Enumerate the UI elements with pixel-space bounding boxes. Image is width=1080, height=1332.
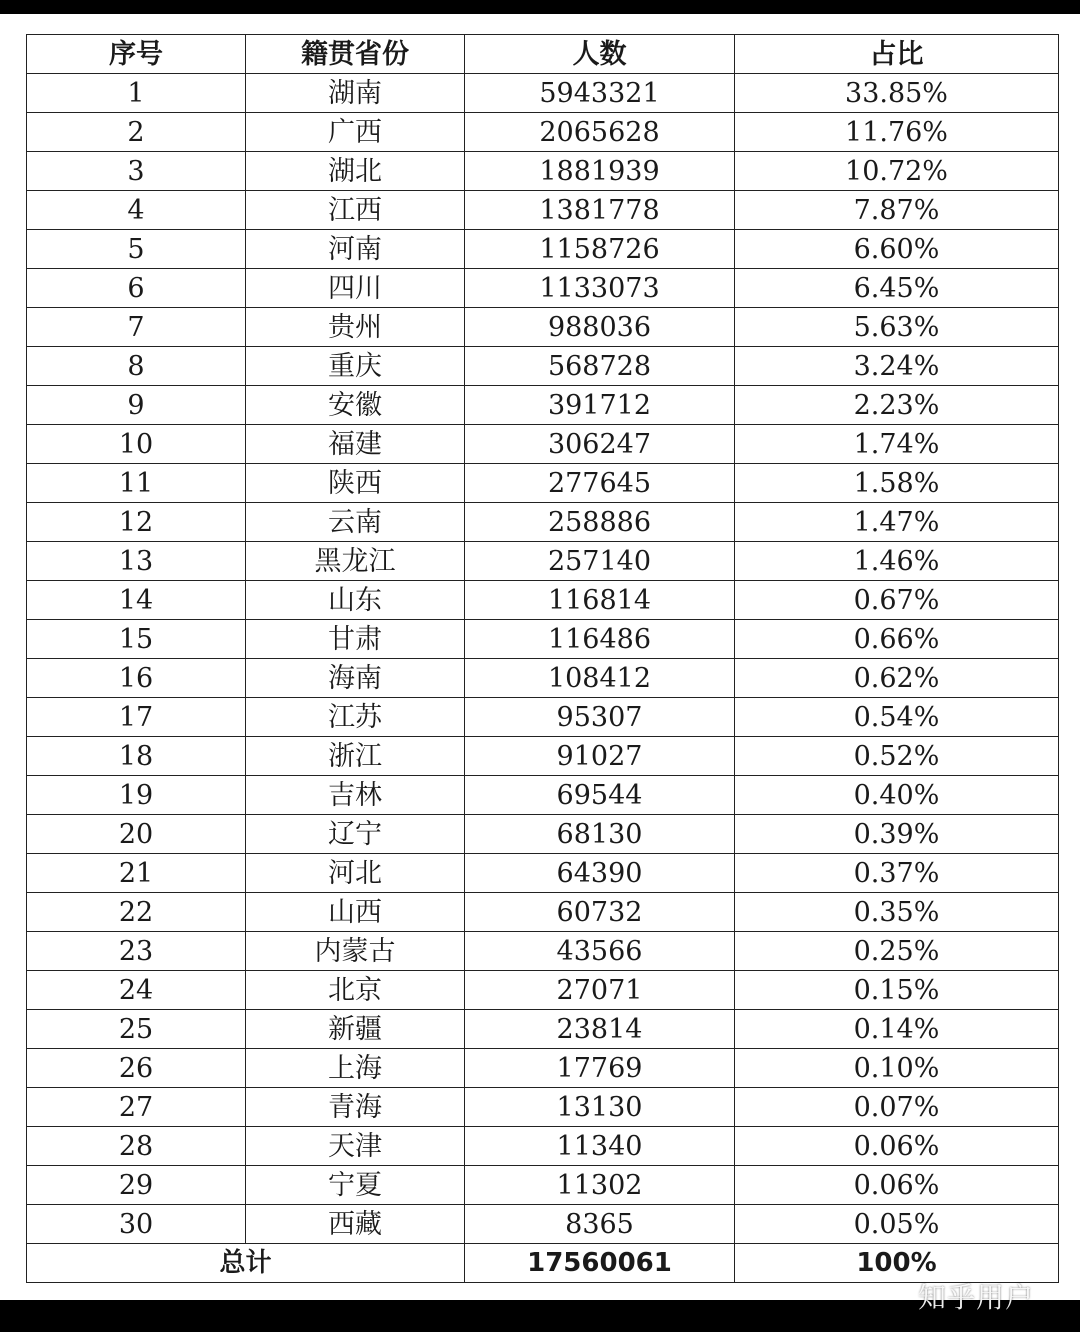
cell-share: 0.54%	[735, 698, 1059, 737]
cell-index: 8	[27, 347, 246, 386]
cell-province: 陕西	[246, 464, 465, 503]
cell-count: 23814	[465, 1010, 735, 1049]
cell-count: 988036	[465, 308, 735, 347]
total-label: 总计	[27, 1244, 465, 1283]
cell-province: 海南	[246, 659, 465, 698]
cell-province: 湖南	[246, 74, 465, 113]
cell-province: 内蒙古	[246, 932, 465, 971]
province-table	[26, 34, 1059, 1283]
cell-count: 1133073	[465, 269, 735, 308]
cell-province: 江西	[246, 191, 465, 230]
cell-share: 0.67%	[735, 581, 1059, 620]
table-row	[27, 971, 1059, 1010]
cell-province: 宁夏	[246, 1166, 465, 1205]
table-row	[27, 464, 1059, 503]
table-row	[27, 932, 1059, 971]
cell-index: 22	[27, 893, 246, 932]
cell-count: 11302	[465, 1166, 735, 1205]
cell-share: 0.62%	[735, 659, 1059, 698]
cell-index: 10	[27, 425, 246, 464]
cell-share: 0.40%	[735, 776, 1059, 815]
cell-index: 5	[27, 230, 246, 269]
cell-count: 5943321	[465, 74, 735, 113]
cell-count: 69544	[465, 776, 735, 815]
cell-province: 河北	[246, 854, 465, 893]
cell-index: 11	[27, 464, 246, 503]
table-row	[27, 152, 1059, 191]
cell-count: 2065628	[465, 113, 735, 152]
cell-count: 116814	[465, 581, 735, 620]
table-row	[27, 698, 1059, 737]
cell-index: 18	[27, 737, 246, 776]
cell-count: 8365	[465, 1205, 735, 1244]
cell-share: 1.47%	[735, 503, 1059, 542]
cell-share: 0.05%	[735, 1205, 1059, 1244]
cell-count: 1381778	[465, 191, 735, 230]
cell-share: 0.06%	[735, 1166, 1059, 1205]
cell-count: 95307	[465, 698, 735, 737]
cell-count: 568728	[465, 347, 735, 386]
cell-share: 0.07%	[735, 1088, 1059, 1127]
table-row	[27, 659, 1059, 698]
cell-share: 1.46%	[735, 542, 1059, 581]
cell-index: 26	[27, 1049, 246, 1088]
header-index: 序号	[27, 35, 246, 74]
cell-share: 0.10%	[735, 1049, 1059, 1088]
total-count: 17560061	[465, 1244, 735, 1283]
cell-count: 391712	[465, 386, 735, 425]
cell-province: 湖北	[246, 152, 465, 191]
table-row	[27, 776, 1059, 815]
cell-province: 北京	[246, 971, 465, 1010]
table-row	[27, 113, 1059, 152]
cell-province: 重庆	[246, 347, 465, 386]
cell-index: 23	[27, 932, 246, 971]
cell-index: 15	[27, 620, 246, 659]
cell-index: 24	[27, 971, 246, 1010]
cell-province: 山西	[246, 893, 465, 932]
cell-share: 0.52%	[735, 737, 1059, 776]
cell-province: 上海	[246, 1049, 465, 1088]
cell-count: 64390	[465, 854, 735, 893]
cell-index: 20	[27, 815, 246, 854]
cell-count: 43566	[465, 932, 735, 971]
table-row	[27, 269, 1059, 308]
cell-province: 福建	[246, 425, 465, 464]
table-row	[27, 425, 1059, 464]
cell-share: 0.39%	[735, 815, 1059, 854]
cell-share: 11.76%	[735, 113, 1059, 152]
table-row	[27, 815, 1059, 854]
cell-share: 10.72%	[735, 152, 1059, 191]
cell-count: 1158726	[465, 230, 735, 269]
cell-share: 0.15%	[735, 971, 1059, 1010]
cell-count: 11340	[465, 1127, 735, 1166]
cell-province: 西藏	[246, 1205, 465, 1244]
cell-share: 7.87%	[735, 191, 1059, 230]
table-row	[27, 1088, 1059, 1127]
cell-index: 9	[27, 386, 246, 425]
cell-share: 5.63%	[735, 308, 1059, 347]
table-row	[27, 308, 1059, 347]
cell-province: 四川	[246, 269, 465, 308]
cell-share: 1.74%	[735, 425, 1059, 464]
table-row	[27, 191, 1059, 230]
cell-index: 25	[27, 1010, 246, 1049]
table-row	[27, 503, 1059, 542]
cell-index: 30	[27, 1205, 246, 1244]
cell-province: 新疆	[246, 1010, 465, 1049]
cell-index: 6	[27, 269, 246, 308]
cell-index: 28	[27, 1127, 246, 1166]
cell-index: 1	[27, 74, 246, 113]
cell-province: 黑龙江	[246, 542, 465, 581]
cell-count: 116486	[465, 620, 735, 659]
table-row	[27, 230, 1059, 269]
document-page	[0, 14, 1080, 1300]
table-header-row	[27, 35, 1059, 74]
table-row	[27, 542, 1059, 581]
cell-province: 贵州	[246, 308, 465, 347]
cell-share: 1.58%	[735, 464, 1059, 503]
cell-index: 2	[27, 113, 246, 152]
cell-index: 3	[27, 152, 246, 191]
total-row	[27, 1244, 1059, 1283]
cell-count: 60732	[465, 893, 735, 932]
cell-count: 13130	[465, 1088, 735, 1127]
cell-index: 17	[27, 698, 246, 737]
table-row	[27, 1127, 1059, 1166]
cell-count: 257140	[465, 542, 735, 581]
cell-share: 0.25%	[735, 932, 1059, 971]
cell-province: 甘肃	[246, 620, 465, 659]
cell-share: 6.45%	[735, 269, 1059, 308]
cell-index: 21	[27, 854, 246, 893]
table-row	[27, 737, 1059, 776]
table-row	[27, 1166, 1059, 1205]
watermark: 知乎用户	[918, 1281, 1035, 1314]
table-row	[27, 1049, 1059, 1088]
cell-index: 16	[27, 659, 246, 698]
cell-share: 3.24%	[735, 347, 1059, 386]
cell-province: 云南	[246, 503, 465, 542]
cell-count: 277645	[465, 464, 735, 503]
cell-share: 0.66%	[735, 620, 1059, 659]
cell-share: 0.37%	[735, 854, 1059, 893]
cell-province: 江苏	[246, 698, 465, 737]
cell-count: 108412	[465, 659, 735, 698]
header-count: 人数	[465, 35, 735, 74]
cell-count: 1881939	[465, 152, 735, 191]
table-row	[27, 893, 1059, 932]
cell-index: 27	[27, 1088, 246, 1127]
table-row	[27, 74, 1059, 113]
table-row	[27, 347, 1059, 386]
cell-share: 0.14%	[735, 1010, 1059, 1049]
cell-share: 2.23%	[735, 386, 1059, 425]
cell-index: 14	[27, 581, 246, 620]
cell-share: 33.85%	[735, 74, 1059, 113]
cell-index: 12	[27, 503, 246, 542]
cell-province: 吉林	[246, 776, 465, 815]
cell-index: 4	[27, 191, 246, 230]
table-row	[27, 1010, 1059, 1049]
cell-province: 广西	[246, 113, 465, 152]
header-share: 占比	[735, 35, 1059, 74]
cell-count: 27071	[465, 971, 735, 1010]
table-row	[27, 854, 1059, 893]
cell-province: 青海	[246, 1088, 465, 1127]
cell-count: 91027	[465, 737, 735, 776]
cell-count: 306247	[465, 425, 735, 464]
cell-province: 浙江	[246, 737, 465, 776]
cell-index: 7	[27, 308, 246, 347]
table-row	[27, 581, 1059, 620]
cell-index: 13	[27, 542, 246, 581]
cell-province: 山东	[246, 581, 465, 620]
cell-count: 17769	[465, 1049, 735, 1088]
table-row	[27, 386, 1059, 425]
cell-province: 辽宁	[246, 815, 465, 854]
cell-index: 29	[27, 1166, 246, 1205]
table-row	[27, 620, 1059, 659]
cell-share: 0.35%	[735, 893, 1059, 932]
cell-province: 安徽	[246, 386, 465, 425]
cell-province: 天津	[246, 1127, 465, 1166]
cell-province: 河南	[246, 230, 465, 269]
cell-count: 68130	[465, 815, 735, 854]
cell-count: 258886	[465, 503, 735, 542]
total-share: 100%	[735, 1244, 1059, 1283]
table-row	[27, 1205, 1059, 1244]
cell-index: 19	[27, 776, 246, 815]
cell-share: 6.60%	[735, 230, 1059, 269]
header-province: 籍贯省份	[246, 35, 465, 74]
cell-share: 0.06%	[735, 1127, 1059, 1166]
table-body	[27, 74, 1059, 1244]
